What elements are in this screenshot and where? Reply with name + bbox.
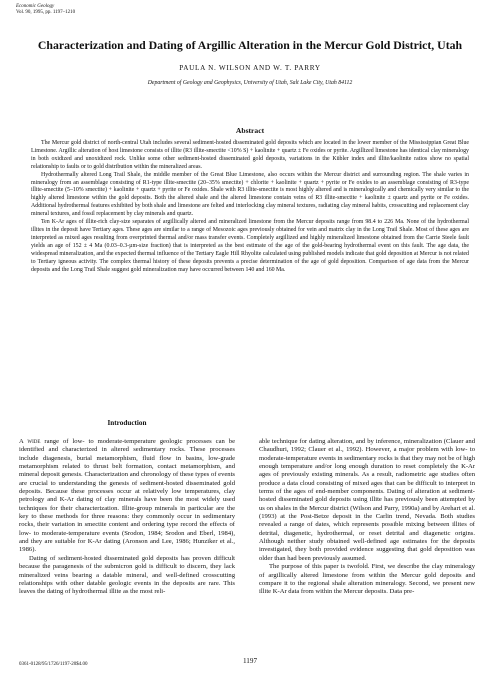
body-paragraph: Dating of sediment-hosted disseminated gold deposits has proven difficult because the paragenesis of the submicron gold is difficult to discern, they lack mineralized veins bearing a datable mineral, and well-defined crosscutting relationships with other datable geologic events in the deposits are rare. This leaves the dating of hydrothermal illite as the most reli- bbox=[19, 554, 235, 596]
right-column bbox=[259, 438, 475, 597]
running-head bbox=[16, 4, 75, 16]
abstract-paragraph: Hydrothermally altered Long Trail Shale, the middle member of the Great Blue Limestone, also occurs within the Mercur district and surrounding region. The shale varies in mineralogy from an assemblage consisting of R1-type illite-smectite (20–35% smectite) + chlorite + kaolinite + quartz + pyrite or Fe oxides to an assemblage consisting of R3-type illite-smectite (5–10% smectite) + kaolinite + quartz + pyrite or Fe oxides. Shale with R3 illite-smectite is most highly altered and is mineralogically and chemically very similar to the highly altered limestone within the gold deposits. Both the altered shale and the altered limestone contain veins of R3 illite-smectite + kaolinite ± quartz and pyrite or Fe oxides. Additional hydrothermal features exhibited by both shale and limestone are felted and interlocking clay mineral textures, radiating clay mineral habits, crosscutting and replacement clay mineral textures, and fossil replacement by clay minerals and quartz. bbox=[31, 171, 469, 218]
abstract-heading: Abstract bbox=[235, 126, 265, 135]
author-affiliation: Department of Geology and Geophysics, University of Utah, Salt Lake City, Utah 84112 bbox=[147, 80, 353, 86]
abstract-paragraph: Ten K-Ar ages of illite-rich clay-size separates of argillically altered and mineralized limestone from the Mercur deposits range from 98.4 to 226 Ma. None of the hydrothermal illites in the deposit have Tertiary ages. These ages are similar to a range of Mesozoic ages previously obtained for vein and matrix clay in the Long Trail Shale. Most of these ages are interpreted as mixed ages resulting from overprinted thermal and/or mass transfer events. Completely argillized and highly mineralized limestone obtained from the Carrie Steele fault yields an age of 152 ± 4 Ma (0.03–0.3-µm-size fraction) that is interpreted as the best estimate of the age of the gold-bearing hydrothermal event on this fault. The age data, the widespread mineralization, and the expected thermal influence of the Tertiary Eagle Hill Rhyolite calculated using published models indicate that gold deposition at Mercur is not related to Tertiary igneous activity. The complex thermal history of these deposits prevents a precise determination of the age of gold deposition. Comparison of age data from the Mercur deposits and the Long Trail Shale suggest gold mineralization may have occurred between 140 and 160 Ma. bbox=[31, 219, 469, 273]
body-paragraph: The purpose of this paper is twofold. First, we describe the clay mineralogy of argillically altered limestone from within the Mercur gold deposits and compare it to the regional shale alteration mineralogy. Second, we present new illite K-Ar data from within the Mercur deposits. Data pre- bbox=[259, 563, 475, 596]
body-paragraph bbox=[19, 438, 235, 555]
journal-volume: Vol. 90, 1995, pp. 1197–1210 bbox=[16, 10, 76, 15]
journal-name: Economic Geology bbox=[16, 4, 55, 9]
abstract-body bbox=[31, 140, 469, 274]
introduction-heading: Introduction bbox=[107, 419, 147, 427]
paragraph-text: range of low- to moderate-temperature geologic processes can be identified and characterized in altered sedimentary rocks. These processes include diagenesis, burial metamorphism, fluid flow in basins, low-grade metamorphism related to thrust belt formation, contact metamorphism, and mineral deposit genesis. Characterization and chronology of these types of events are crucial to understanding the genesis of sediment-hosted disseminated gold deposits. Because these processes occur at relatively low temperatures, clay petrology and K-Ar dating of clay minerals have been the most widely used techniques for their characterization. Illite-group minerals in particular are the key to these methods for three reasons: they commonly occur in sedimentary rocks, their variation in smectite content and ordering type record the effects of low- to moderate-temperature events (Srodon, 1984; Srodon and Eberl, 1984), and they are suitable for K-Ar dating (Aronson and Lee, 1986; Hunziker et al., 1986). bbox=[19, 438, 235, 554]
article-title: Characterization and Dating of Argillic Alteration in the Mercur Gold District, Utah bbox=[37, 38, 463, 52]
drop-cap-lead: A wide bbox=[19, 438, 41, 445]
page-number: 1197 bbox=[242, 657, 258, 665]
body-paragraph: able technique for dating alteration, and by inference, mineralization (Clauer and Chaudhuri, 1992; Clauer et al., 1992). However, a major problem with low- to moderate-temperature events in sedimentary rocks is that they may not be of high enough temperature and/or long enough duration to reset completely the K-Ar ages of previously existing minerals. As a result, radiometric age studies often produce a data cloud consisting of mixed ages that can be difficult to interpret in terms of the ages of end-member components. Dating of alteration at sediment-hosted disseminated gold deposits using illite has previously been attempted by us on shales in the Mercur district (Wilson and Parry, 1990a) and by Arehart et al. (1993) at the Post-Betze deposit in the Carlin trend, Nevada. Both studies revealed a range of dates, which represents possible mixing between illites of detrital, diagenetic, hydrothermal, or reset detrital and diagenetic origins. Although neither study obtained well-defined age estimates for the deposits investigated, they both provided evidence suggesting that gold deposition was older than had been previously assumed. bbox=[259, 438, 475, 562]
left-column bbox=[19, 438, 235, 597]
article-authors: PAULA N. WILSON AND W. T. PARRY bbox=[179, 64, 321, 72]
abstract-paragraph: The Mercur gold district of north-central Utah includes several sediment-hosted disseminated gold deposits which are located in the lower member of the Mississippian Great Blue Limestone. Argillic alteration of host limestone consists of illite (R3 illite-smectite <10% S) + kaolinite + quartz ± Fe oxides or pyrite. Argillized limestone has identical clay mineralogy in both oxidized and unoxidized rock. Unlike some other sediment-hosted disseminated gold deposits, variations in the Kübler index and illite/kaolinite ratios show no spatial relationship to faults or to gold distribution within the mineralized areas. bbox=[31, 140, 469, 170]
copyright-line: 0361-0128/95/1726/1197-20$4.00 bbox=[19, 662, 88, 667]
